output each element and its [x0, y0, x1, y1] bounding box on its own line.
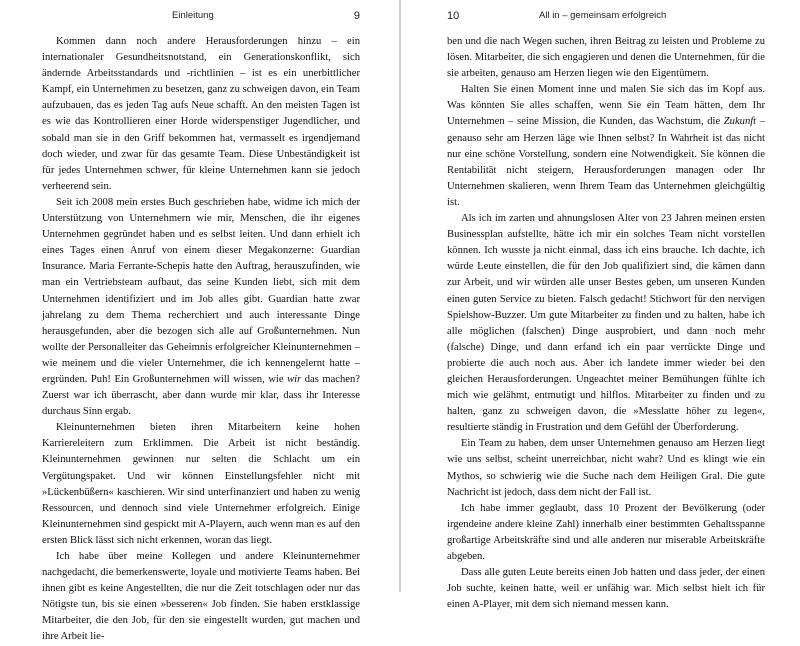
paragraph: [447, 565, 765, 613]
paragraph: [447, 501, 765, 565]
text-segment: ben und die nach Wegen suchen, ihren Beitrag zu leisten und Probleme zu lösen. Mitarbeiter, die sich engagieren und denen die Unternehmen, für die sie arbeiten, genauso am Herzen liegen wie den Eigentümern.: [447, 36, 765, 80]
paragraph: [42, 549, 360, 646]
paragraph: [42, 195, 360, 420]
paragraph-continued: [447, 34, 765, 82]
left-page: [0, 0, 399, 643]
text-segment: Seit ich 2008 mein erstes Buch geschrieben habe, widme ich mich der Unterstützung von Unternehmern wie mir, Menschen, die ihr eigenes Unternehmen gegründet haben und es selbst leiten. Und dann erhielt ich eines Tages einen Anruf von einem dieser Megakonzerne: Guardian Insurance. Maria Ferrante-Schepis hatte den Auftrag, herauszufinden, wie man ein Vertriebsteam aufbaut, das seine Kunden liebt, sich mit dem Unternehmen identifiziert und im Job alles gibt. Guardian hatte zwar jahrelang zu dem Thema recherchiert und auch interessante Dinge herausgefunden, aber die bezogen sich alle auf Großunternehmen. Nun wollte der Personalleiter das Geheimnis erfolgreicher Kleinunternehmen – wie meinem und die vieler Unternehmer, die ich kennengelernt hatte – ergründen. Puh! Ein Großunternehmen will wissen, wie: [42, 196, 360, 385]
right-page: [401, 0, 800, 611]
paragraph: [447, 211, 765, 436]
running-head: Einleitung: [172, 10, 214, 21]
right-page-header: [447, 10, 765, 26]
page-number: 9: [353, 10, 360, 22]
paragraph: [42, 34, 360, 195]
running-head: All in – gemeinsam erfolgreich: [539, 10, 667, 21]
page-number: 10: [447, 10, 460, 22]
right-page-body: [447, 34, 765, 613]
paragraph: [447, 436, 765, 500]
paragraph: [42, 420, 360, 549]
emphasis-text: Zukunft: [723, 116, 757, 128]
text-segment: Kommen dann noch andere Herausforderungen hinzu – ein internationaler Gesundheitsnotstand, ein Generationskonflikt, sich ändernde Arbeitsstandards und -richtlinien – ist es ein unerbittlicher Kampf, ein Unternehmen zu besetzen, ganz zu schweigen davon, ein Team aufzubauen, das es jeden Tag aufs Neue schafft. An den meisten Tagen ist es wie das Kontrollieren einer Horde widerspenstiger Jugendlicher, und sobald man sie in den Griff bekommen hat, vermasselt es irgendjemand doch wieder, und zwar für das gesamte Team. Diese Unbeständigkeit ist für jedes Unternehmen schwer, für kleine Unternehmen kann sie jedoch verheerend sein.: [42, 36, 360, 192]
left-page-header: [42, 10, 360, 26]
text-segment: Halten Sie einen Moment inne und malen Sie sich das im Kopf aus. Was könnten Sie alles schaffen, wenn Sie ein Team hätten, dem Ihr Unternehmen – seine Mission, die Kunden, das Wachstum, die: [447, 84, 765, 128]
text-segment: Ich habe immer geglaubt, dass 10 Prozent der Bevölkerung (oder irgendeine andere kleine Zahl) innerhalb einer bestimmten Gehaltsspanne großartige Arbeitskräfte sind und alle anderen nur miserable Arbeitskräfte abgeben.: [447, 502, 765, 562]
text-segment: das machen? Zuerst war ich überrascht, aber dann wurde mir klar, dass ihr Interesse durchaus Sinn ergab.: [42, 373, 360, 418]
text-segment: Kleinunternehmen bieten ihren Mitarbeitern keine hohen Karriereleitern zum Erklimmen. Die Arbeit ist nicht beständig. Kleinunternehmen gewinnen nur selten die Schlacht um ein Vergütungspaket. Und wir können Einstellungsfehler nicht mit »Lückenbüßern« kaschieren. Wir sind unterfinanziert und haben zu wenig Ressourcen, und dennoch sind viele Unternehmer erfolgreich. Einige Kleinunternehmen sind gespickt mit A-Playern, auch wenn man es auf den ersten Blick lässt sich nicht erkennen, woran das liegt.: [42, 422, 360, 546]
paragraph: [447, 82, 765, 211]
text-segment: Als ich im zarten und ahnungslosen Alter von 23 Jahren meinen ersten Businessplan aufstellte, hätte ich mir ein solches Team nicht vorstellen können. Ich wusste ja nicht einmal, dass ich eins brauche. Ich dachte, ich würde Leute einstellen, die für den Job qualifiziert sind, die kämen dann zur Arbeit, und wir würden alle unser Bestes geben, um unseren Kunden einen guten Service zu bieten. Falsch gedacht! Stichwort für den nervigen Spielshow-Buzzer. Um gute Mitarbeiter zu finden und zu halten, habe ich alle möglichen (falschen) Dinge ausprobiert, und dann noch mehr (falsche) Dinge, und dann erfand ich ein paar verrückte Dinge und probierte die auch noch aus. Aber ich landete immer wieder bei den gleichen Herausforderungen. Ungeachtet meiner Bemühungen fühlte ich mich wie gelähmt, entmutigt und hilflos. Mitarbeiter zu finden und zu halten, ganz zu schweigen davon, die »Messlatte höher zu legen«, resultierte ständig in Frustration und dem Gefühl der Überforderung.: [447, 213, 765, 434]
text-segment: Ein Team zu haben, dem unser Unternehmen genauso am Herzen liegt wie uns selbst, scheint unerreichbar, nicht wahr? Und es klingt wie ein Mythos, so schwierig wie die Suche nach dem Heiligen Gral. Die gute Nachricht ist jedoch, dass dem nicht der Fall ist.: [447, 438, 765, 498]
text-segment: Ich habe über meine Kollegen und andere Kleinunternehmer nachgedacht, die bemerkenswerte, loyale und motivierte Teams haben. Bei ihnen gibt es keine Angestellten, die nur die Zeit totschlagen oder nur das Nötigste tun, bis sie einen »besseren« Job finden. Sie haben erstklassige Mitarbeiter, die den Job, für den sie eingestellt wurden, gut machen und ihre Arbeit lie-: [42, 551, 360, 643]
text-segment: – genauso sehr am Herzen läge wie Ihnen selbst? In Wahrheit ist das nicht nur eine schöne Vorstellung, sondern eine Notwendigkeit. Sie können die Rentabilität nicht steigern, Herausforderungen managen oder Ihr Unternehmen skalieren, wenn Ihrem Team das Unternehmen gleichgültig ist.: [447, 116, 765, 208]
text-segment: Dass alle guten Leute bereits einen Job hatten und dass jeder, der einen Job suchte, keinen hatte, weil er unfähig war. Mich selbst hielt ich für einen A-Player, mit dem sich niemand messen kann.: [447, 567, 765, 611]
left-page-body: [42, 34, 360, 646]
emphasis-text: wir: [287, 373, 302, 385]
